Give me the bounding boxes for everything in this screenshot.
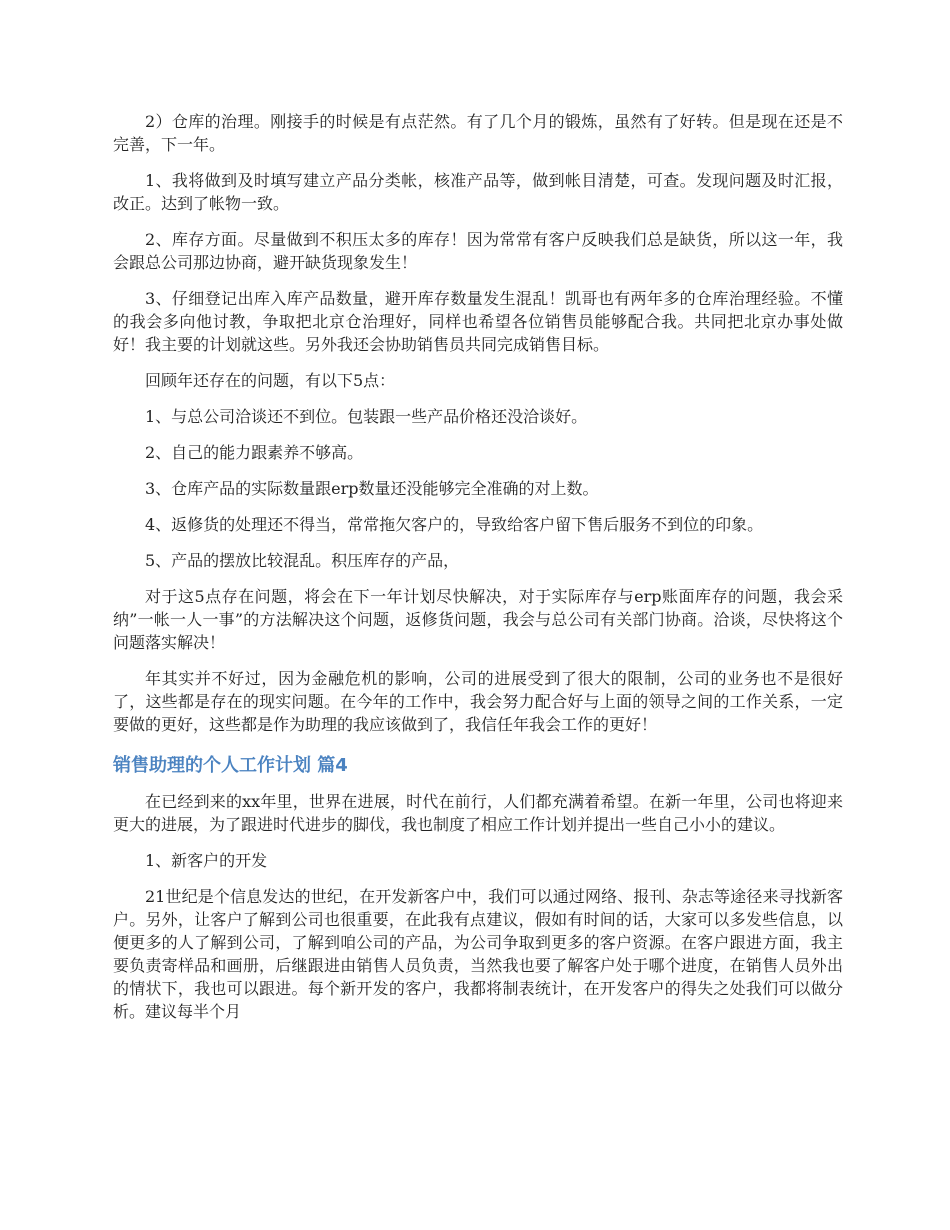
paragraph-year-summary: 年其实并不好过，因为金融危机的影响，公司的进展受到了很大的限制，公司的业务也不是很好了，这些都是存在的现实问题。在今年的工作中，我会努力配合好与上面的领导之间的工作关系，一定要做的更好，这些都是作为助理的我应该做到了，我信任年我会工作的更好！ — [113, 669, 843, 734]
paragraph-solutions: 对于这5点存在问题，将会在下一年计划尽快解决，对于实际库存与erp账面库存的问题，我会采纳”一帐一人一事”的方法解决这个问题，返修货问题，我会与总公司有关部门协商。洽谈，尽快将这个问题落实解决！ — [113, 587, 843, 652]
paragraph-problem-2: 2、自己的能力跟素养不够高。 — [145, 443, 364, 462]
paragraph-problem-4: 4、返修货的处理还不得当，常常拖欠客户的，导致给客户留下售后服务不到位的印象。 — [145, 515, 764, 534]
paragraph-problem-1: 1、与总公司洽谈还不到位。包装跟一些产品价格还没洽谈好。 — [145, 407, 588, 426]
paragraph-plan-item-2: 2、库存方面。尽量做到不积压太多的库存！因为常常有客户反映我们总是缺货，所以这一年，我会跟总公司那边协商，避开缺货现象发生！ — [113, 230, 843, 272]
paragraph-new-year-intro: 在已经到来的xx年里，世界在进展，时代在前行，人们都充满着希望。在新一年里，公司也将迎来更大的进展，为了跟进时代进步的脚伐，我也制度了相应工作计划并提出一些自己小小的建议。 — [113, 792, 843, 834]
paragraph-new-customer-details: 21世纪是个信息发达的世纪，在开发新客户中，我们可以通过网络、报刊、杂志等途径来寻找新客户。另外，让客户了解到公司也很重要，在此我有点建议，假如有时间的话，大家可以多发些信息，以便更多的人了解到公司，了解到咱公司的产品，为公司争取到更多的客户资源。在客户跟进方面，我主要负责寄样品和画册，后继跟进由销售人员负责，当然我也要了解客户处于哪个进度，在销售人员外出的情状下，我也可以跟进。每个新开发的客户，我都将制表统计，在开发客户的得失之处我们可以做分析。建议每半个月 — [113, 887, 843, 1021]
paragraph-new-customer-title: 1、新客户的开发 — [145, 851, 268, 870]
paragraph-problems-intro: 回顾年还存在的问题，有以下5点： — [145, 371, 396, 390]
paragraph-warehouse-management: 2）仓库的治理。刚接手的时候是有点茫然。有了几个月的锻炼，虽然有了好转。但是现在还是不完善，下一年。 — [113, 112, 843, 154]
document-body — [113, 110, 843, 1036]
paragraph-plan-item-3: 3、仔细登记出库入库产品数量，避开库存数量发生混乱！凯哥也有两年多的仓库治理经验。不懂的我会多向他讨教，争取把北京仓治理好，同样也希望各位销售员能够配合我。共同把北京办事处做好！我主要的计划就这些。另外我还会协助销售员共同完成销售目标。 — [113, 289, 843, 354]
section-heading: 销售助理的个人工作计划 篇4 — [113, 755, 348, 776]
paragraph-problem-3: 3、仓库产品的实际数量跟erp数量还没能够完全准确的对上数。 — [145, 479, 599, 498]
paragraph-plan-item-1: 1、我将做到及时填写建立产品分类帐，核准产品等，做到帐目清楚，可查。发现问题及时汇报，改正。达到了帐物一致。 — [113, 171, 843, 213]
paragraph-problem-5: 5、产品的摆放比较混乱。积压库存的产品， — [145, 551, 460, 570]
